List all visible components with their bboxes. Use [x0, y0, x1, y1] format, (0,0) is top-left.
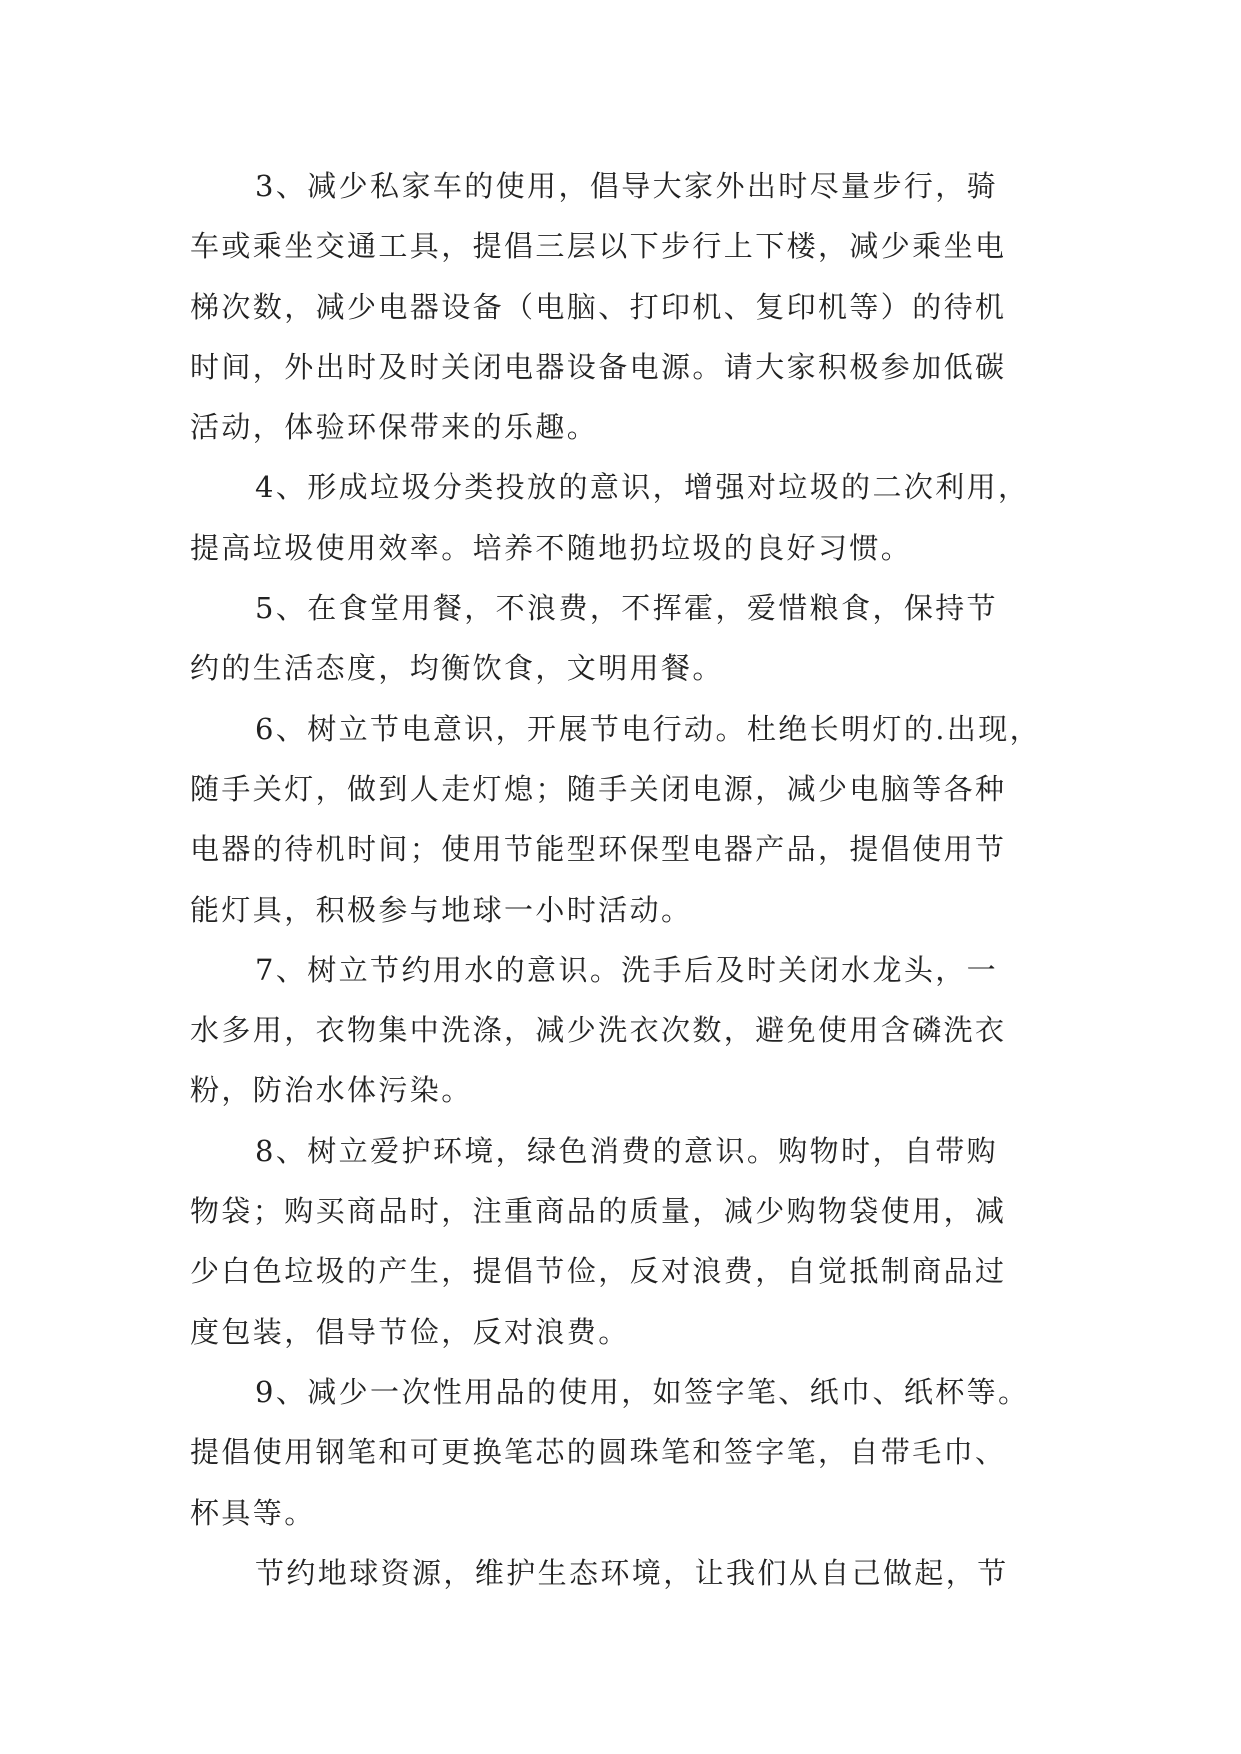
- document-body: [190, 156, 1050, 1603]
- paragraph-item-6: [190, 699, 1050, 940]
- text-line: 随手关灯，做到人走灯熄；随手关闭电源，减少电脑等各种: [190, 771, 1007, 806]
- text-line: 电器的待机时间；使用节能型环保型电器产品，提倡使用节: [190, 832, 1007, 867]
- paragraph-closing: [190, 1543, 1050, 1603]
- text-line: 提倡使用钢笔和可更换笔芯的圆珠笔和签字笔，自带毛巾、: [190, 1435, 1007, 1470]
- text-line: 杯具等。: [190, 1495, 316, 1530]
- paragraph-item-5: [190, 578, 1050, 699]
- paragraph-item-3: [190, 156, 1050, 457]
- text-line: 物袋；购买商品时，注重商品的质量，减少购物袋使用，减: [190, 1194, 1007, 1229]
- text-line: 车或乘坐交通工具，提倡三层以下步行上下楼，减少乘坐电: [190, 229, 1007, 264]
- text-line: 梯次数，减少电器设备（电脑、打印机、复印机等）的待机: [190, 289, 1007, 324]
- text-line: 6、树立节电意识，开展节电行动。杜绝长明灯的.出现，: [255, 711, 1042, 746]
- text-line: 提高垃圾使用效率。培养不随地扔垃圾的良好习惯。: [190, 530, 913, 565]
- text-line: 4、形成垃圾分类投放的意识，增强对垃圾的二次利用，: [255, 470, 1030, 505]
- text-line: 约的生活态度，均衡饮食，文明用餐。: [190, 651, 724, 686]
- text-line: 能灯具，积极参与地球一小时活动。: [190, 892, 693, 927]
- paragraph-item-7: [190, 940, 1050, 1121]
- text-line: 8、树立爱护环境，绿色消费的意识。购物时，自带购: [255, 1133, 999, 1168]
- paragraph-item-4: [190, 457, 1050, 578]
- text-line: 节约地球资源，维护生态环境，让我们从自己做起，节: [255, 1555, 1009, 1590]
- text-line: 少白色垃圾的产生，提倡节俭，反对浪费，自觉抵制商品过: [190, 1254, 1007, 1289]
- text-line: 3、减少私家车的使用，倡导大家外出时尽量步行，骑: [255, 169, 999, 203]
- text-line: 时间，外出时及时关闭电器设备电源。请大家积极参加低碳: [190, 349, 1007, 384]
- text-line: 水多用，衣物集中洗涤，减少洗衣次数，避免使用含磷洗衣: [190, 1013, 1007, 1048]
- text-line: 度包装，倡导节俭，反对浪费。: [190, 1314, 630, 1349]
- paragraph-item-8: [190, 1121, 1050, 1362]
- text-line: 活动，体验环保带来的乐趣。: [190, 410, 599, 445]
- text-line: 9、减少一次性用品的使用，如签字笔、纸巾、纸杯等。: [255, 1374, 1030, 1409]
- text-line: 7、树立节约用水的意识。洗手后及时关闭水龙头，一: [255, 952, 999, 987]
- text-line: 粉，防治水体污染。: [190, 1073, 473, 1108]
- text-line: 5、在食堂用餐，不浪费，不挥霍，爱惜粮食，保持节: [255, 591, 999, 626]
- paragraph-item-9: [190, 1362, 1050, 1543]
